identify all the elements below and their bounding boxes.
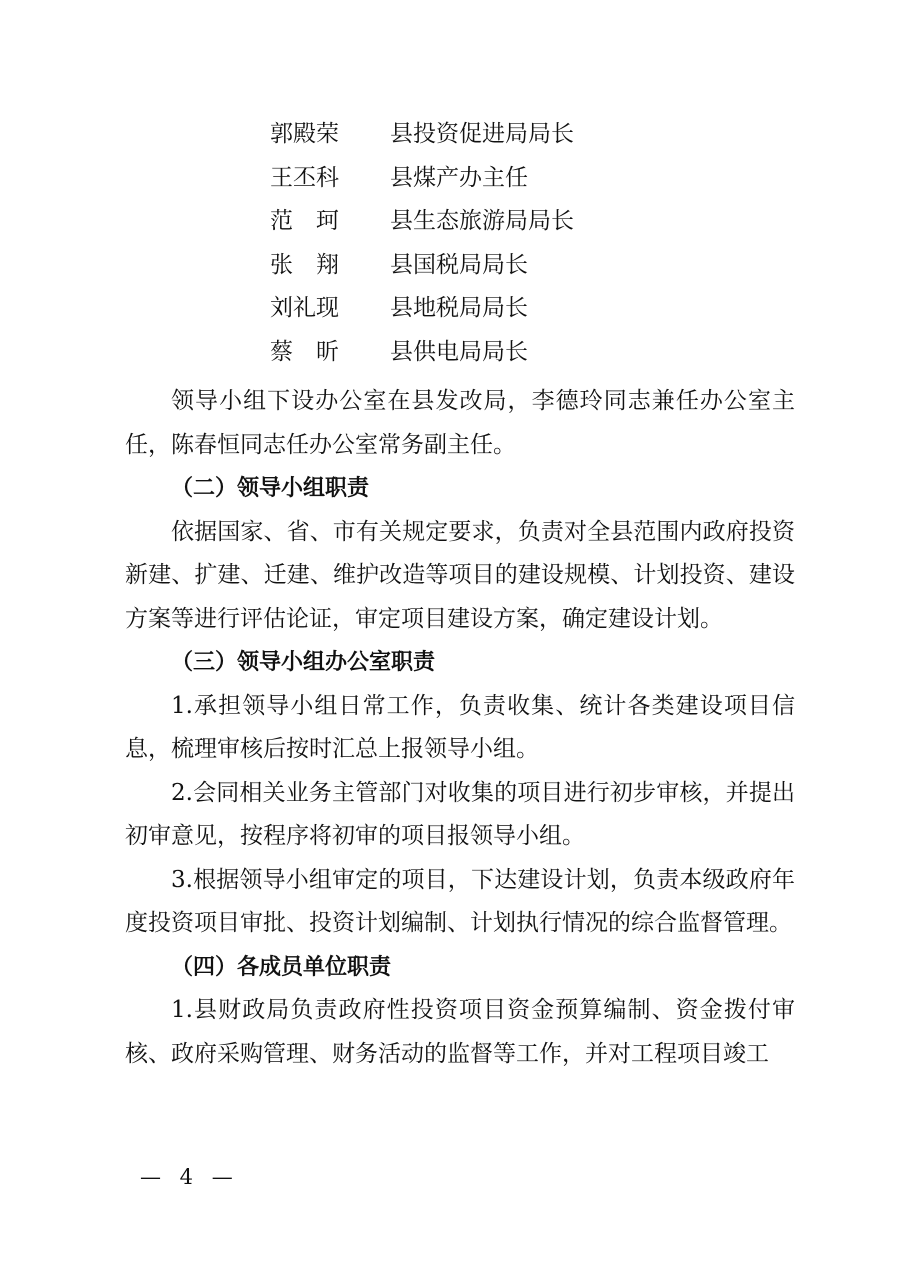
member-name: 蔡 昕	[270, 338, 339, 365]
member-name: 郭殿荣	[270, 121, 339, 147]
office-duty-item: 1.承担领导小组日常工作，负责收集、统计各类建设项目信息，梳理审核后按时汇总上报领导小组。	[125, 692, 795, 762]
page-number: — 4 —	[140, 1165, 239, 1189]
member-row	[270, 157, 574, 201]
member-role: 县供电局局长	[390, 338, 528, 365]
member-row	[270, 244, 574, 288]
member-row	[270, 331, 574, 375]
member-name: 张 翔	[270, 251, 339, 278]
member-list	[270, 113, 574, 374]
member-name: 刘礼现	[270, 295, 339, 321]
leading-group-duties-paragraph: 依据国家、省、市有关规定要求，负责对全县范围内政府投资新建、扩建、迁建、维护改造等项目的建设规模、计划投资、建设方案等进行评估论证，审定项目建设方案，确定建设计划。	[125, 518, 795, 632]
member-role: 县煤产办主任	[390, 164, 528, 191]
member-role: 县投资促进局局长	[390, 121, 574, 147]
member-row	[270, 113, 574, 157]
section-heading-leading-group-duties: （二）领导小组职责	[171, 476, 370, 501]
member-row	[270, 200, 574, 244]
office-duty-item: 3.根据领导小组审定的项目，下达建设计划，负责本级政府年度投资项目审批、投资计划编制、计划执行情况的综合监督管理。	[125, 866, 795, 936]
office-duty-item: 2.会同相关业务主管部门对收集的项目进行初步审核，并提出初审意见，按程序将初审的项目报领导小组。	[125, 779, 795, 849]
member-duty-item: 1.县财政局负责政府性投资项目资金预算编制、资金拨付审核、政府采购管理、财务活动的监督等工作，并对工程项目竣工	[125, 997, 795, 1067]
member-role: 县国税局局长	[390, 251, 528, 278]
member-role: 县生态旅游局局长	[390, 208, 574, 234]
member-name: 王丕科	[270, 164, 339, 191]
body-text	[125, 380, 795, 1076]
member-role: 县地税局局长	[390, 295, 528, 321]
member-row	[270, 287, 574, 331]
office-setup-paragraph: 领导小组下设办公室在县发改局，李德玲同志兼任办公室主任，陈春恒同志任办公室常务副主任。	[125, 388, 795, 458]
section-heading-member-duties: （四）各成员单位职责	[171, 954, 392, 980]
member-name: 范 珂	[270, 208, 339, 234]
section-heading-office-duties: （三）领导小组办公室职责	[171, 650, 436, 675]
